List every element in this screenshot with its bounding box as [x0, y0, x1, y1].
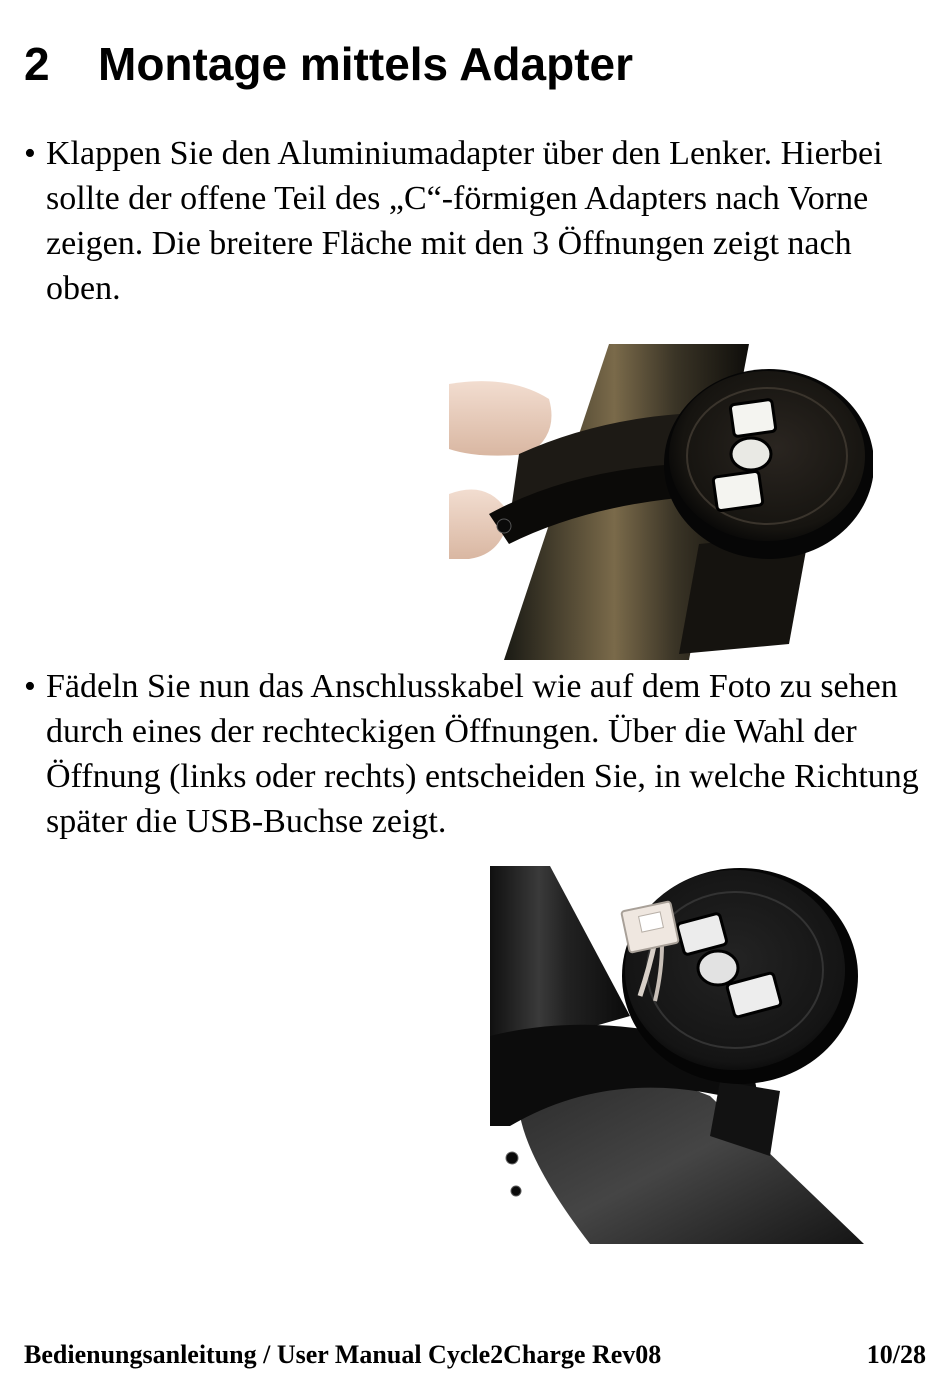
instruction-text-1: Klappen Sie den Aluminiumadapter über den Lenker. Hierbei sollte der offene Teil des „C“-förmigen Adapters nach Vorne zeigen. Die breitere Fläche mit den 3 Öffnungen zeigt nach oben.: [46, 135, 883, 307]
document-name: Bedienungsanleitung / User Manual Cycle2Charge Rev08: [24, 1340, 662, 1369]
instruction-item-2: [24, 664, 924, 844]
bullet-marker: •: [24, 668, 36, 705]
section-title: Montage mittels Adapter: [98, 38, 634, 90]
instruction-text-2: Fädeln Sie nun das Anschlusskabel wie auf dem Foto zu sehen durch eines der rechteckigen Öffnungen. Über die Wahl der Öffnung (links oder rechts) entscheiden Sie, in welche Richtung später die USB-Buchse zeigt.: [46, 668, 919, 840]
section-heading: [24, 34, 633, 94]
page-footer: [24, 1338, 926, 1372]
section-number: 2: [24, 38, 50, 90]
page-number: 10/28: [866, 1340, 926, 1369]
adapter-on-handlebar-photo: [449, 344, 873, 660]
bullet-marker: •: [24, 135, 36, 172]
instruction-item-1: [24, 131, 924, 311]
cable-through-opening-photo: [490, 866, 864, 1244]
